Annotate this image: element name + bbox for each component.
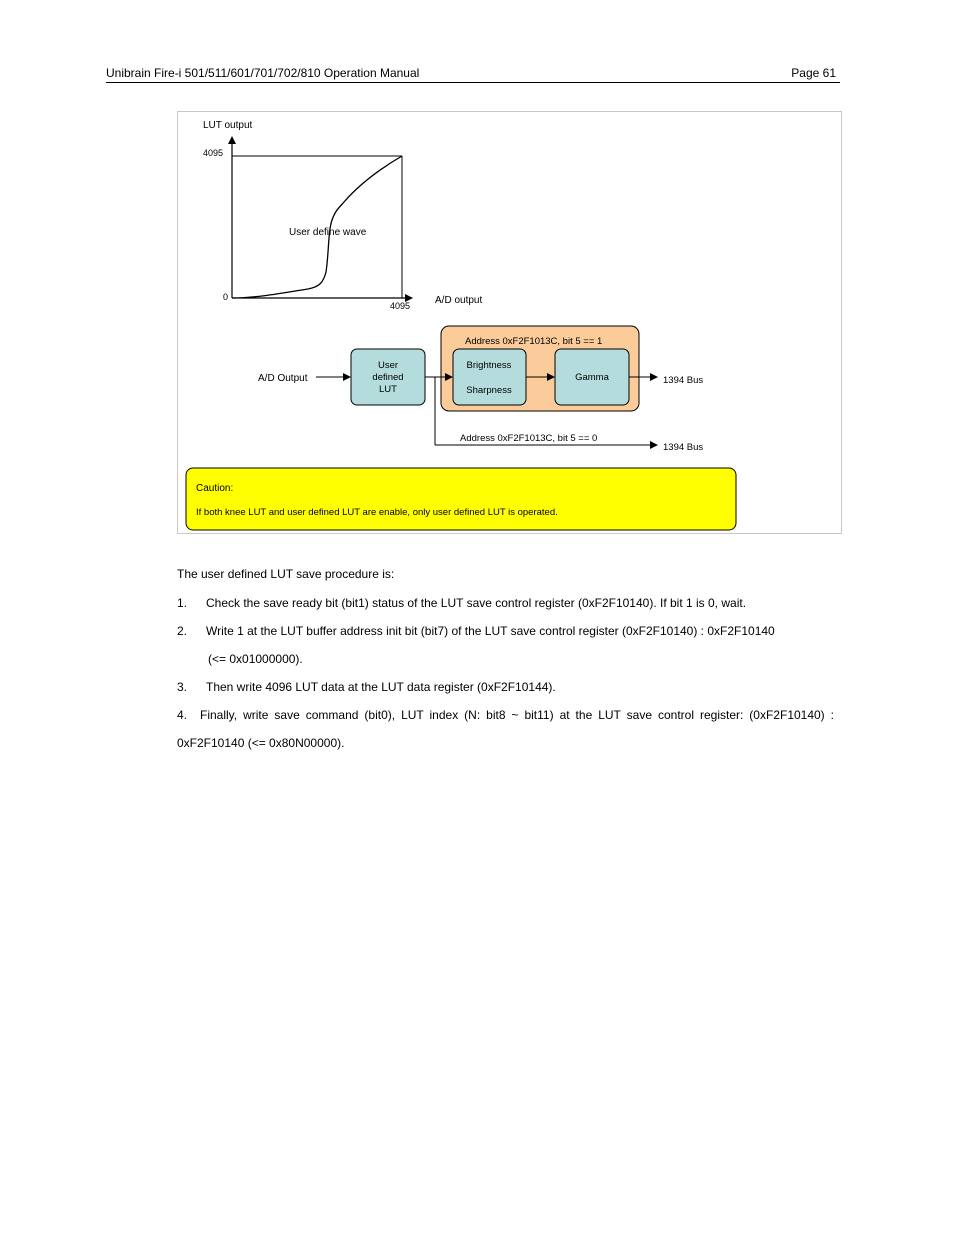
graph-y-max: 4095 xyxy=(203,148,224,158)
graph-x-max: 4095 xyxy=(390,301,411,311)
step-2-number: 2. xyxy=(177,624,188,638)
graph-x-label: A/D output xyxy=(435,295,483,306)
brightness-sharpness-block xyxy=(453,349,526,405)
step-1-number: 1. xyxy=(177,596,188,610)
step-1-text: Check the save ready bit (bit1) status of the LUT save control register (0xF2F10140). If bit 1 is 0, wait. xyxy=(206,596,747,610)
bypass-label: Address 0xF2F1013C, bit 5 == 0 xyxy=(460,433,598,444)
lut-figure xyxy=(177,111,842,534)
graph-y-label: LUT output xyxy=(203,120,253,131)
caution-text: If both knee LUT and user defined LUT are enable, only user defined LUT is operated. xyxy=(196,507,558,518)
lut-block-line1: User xyxy=(377,360,399,371)
page-number: Page 61 xyxy=(791,66,836,80)
procedure-intro: The user defined LUT save procedure is: xyxy=(177,567,395,581)
bus-bottom-label: 1394 Bus xyxy=(663,442,704,453)
lut-block-line2: defined xyxy=(372,372,404,383)
sharpness-label: Sharpness xyxy=(466,385,512,396)
step-2-continuation: (<= 0x01000000). xyxy=(208,652,303,666)
step-4-number: 4. xyxy=(177,708,188,722)
step-3-text: Then write 4096 LUT data at the LUT data register (0xF2F10144). xyxy=(206,680,556,694)
caution-box xyxy=(186,468,736,530)
lut-block-line3: LUT xyxy=(379,384,397,395)
page-header xyxy=(106,66,840,83)
bus-top-label: 1394 Bus xyxy=(663,375,704,386)
ad-output-label: A/D Output xyxy=(258,373,308,384)
step-4-continuation: 0xF2F10140 (<= 0x80N00000). xyxy=(177,736,345,750)
document-title: Unibrain Fire-i 501/511/601/701/702/810 Operation Manual xyxy=(106,66,420,80)
step-2-text: Write 1 at the LUT buffer address init bit (bit7) of the LUT save control register (0xF2F10140) : 0xF2F10140 xyxy=(206,624,775,638)
gamma-label: Gamma xyxy=(575,372,609,383)
curve-label: User define wave xyxy=(289,227,367,238)
brightness-label: Brightness xyxy=(466,360,512,371)
step-4-text: Finally, write save command (bit0), LUT index (N: bit8 ~ bit11) at the LUT save control register: (0xF2F10140) : xyxy=(200,708,834,722)
graph-origin: 0 xyxy=(223,292,229,302)
lut-diagram xyxy=(178,112,841,533)
step-3-number: 3. xyxy=(177,680,188,694)
group-label: Address 0xF2F1013C, bit 5 == 1 xyxy=(465,336,603,347)
caution-title: Caution: xyxy=(196,483,234,494)
